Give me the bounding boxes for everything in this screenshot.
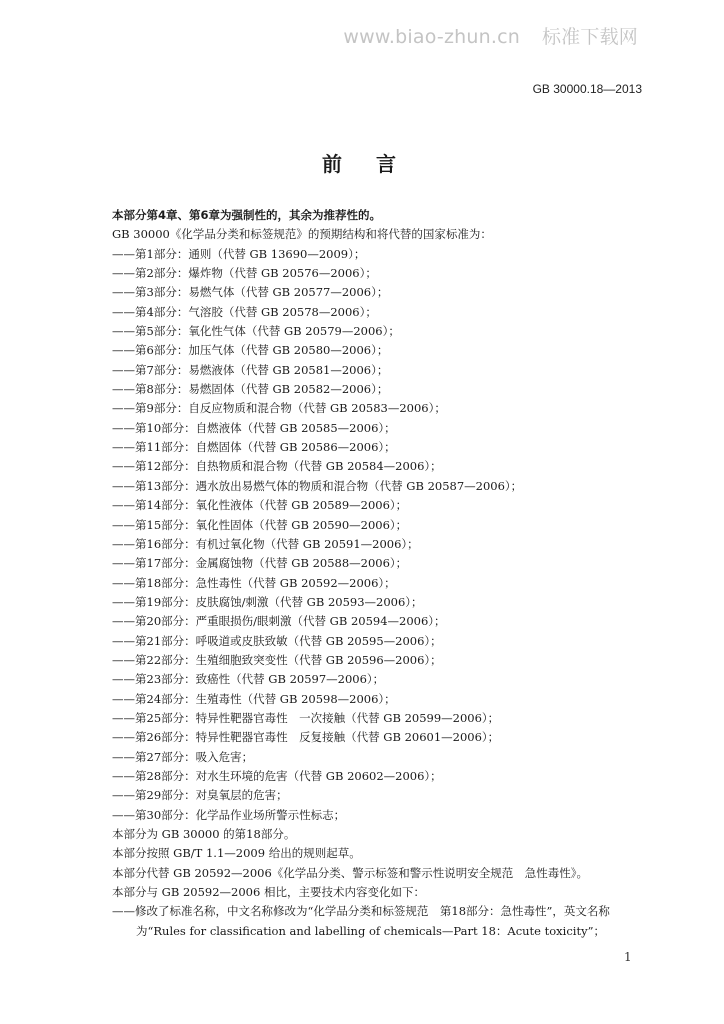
- part-item: ——第7部分：易燃液体（代替 GB 20581—2006）；: [112, 362, 389, 377]
- part-item: ——第24部分：生殖毒性（代替 GB 20598—2006）；: [112, 691, 396, 706]
- document-code: GB 30000.18—2013: [532, 82, 642, 96]
- part-item: ——第2部分：爆炸物（代替 GB 20576—2006）；: [112, 266, 377, 281]
- part-item: ——第28部分：对水生环境的危害（代替 GB 20602—2006）；: [112, 768, 442, 783]
- part-item: ——第9部分：自反应物质和混合物（代替 GB 20583—2006）；: [112, 401, 446, 416]
- mandatory-note: 本部分第4章、第6章为强制性的，其余为推荐性的。: [112, 208, 382, 222]
- parts-list: [112, 245, 652, 825]
- part-item: ——第17部分：金属腐蚀物（代替 GB 20588—2006）；: [112, 556, 408, 571]
- page-title: 前言: [322, 152, 430, 176]
- page-number: 1: [624, 950, 632, 964]
- part-item: ——第22部分：生殖细胞致突变性（代替 GB 20596—2006）；: [112, 652, 442, 667]
- change-item-continued: 为“Rules for classification and labelling of chemicals—Part 18：Acute toxicity”；: [136, 923, 605, 938]
- part-item: ——第19部分：皮肤腐蚀/刺激（代替 GB 20593—2006）；: [112, 594, 423, 609]
- watermark-label: 标准下载网: [541, 26, 638, 48]
- watermark: [343, 22, 638, 49]
- part-item: ——第13部分：遇水放出易燃气体的物质和混合物（代替 GB 20587—2006）；: [112, 478, 523, 493]
- part-item: ——第11部分：自燃固体（代替 GB 20586—2006）；: [112, 440, 396, 455]
- part-item: ——第26部分：特异性靶器官毒性 反复接触（代替 GB 20601—2006）；: [112, 730, 500, 745]
- part-item: ——第29部分：对臭氧层的危害；: [112, 788, 288, 803]
- part-item: ——第3部分：易燃气体（代替 GB 20577—2006）；: [112, 285, 389, 300]
- changes-intro: 本部分与 GB 20592—2006 相比，主要技术内容变化如下：: [112, 885, 425, 900]
- watermark-site: www.biao-zhun.cn: [343, 26, 520, 48]
- part-item: ——第15部分：氧化性固体（代替 GB 20590—2006）；: [112, 517, 408, 532]
- replacement-statement: 本部分代替 GB 20592—2006《化学品分类、警示标签和警示性说明安全规范 急性毒性》。: [112, 865, 589, 880]
- part-item: ——第20部分：严重眼损伤/眼刺激（代替 GB 20594—2006）；: [112, 614, 446, 629]
- scope-statement: 本部分为 GB 30000 的第18部分。: [112, 827, 296, 841]
- structure-note: GB 30000《化学品分类和标签规范》的预期结构和将代替的国家标准为：: [112, 227, 492, 242]
- part-item: ——第14部分：氧化性液体（代替 GB 20589—2006）；: [112, 498, 408, 513]
- part-item: ——第25部分：特异性靶器官毒性 一次接触（代替 GB 20599—2006）；: [112, 710, 500, 725]
- part-item: ——第30部分：化学品作业场所警示性标志；: [112, 807, 346, 822]
- part-item: ——第4部分：气溶胶（代替 GB 20578—2006）；: [112, 304, 377, 319]
- part-item: ——第27部分：吸入危害；: [112, 749, 254, 764]
- part-item: ——第16部分：有机过氧化物（代替 GB 20591—2006）；: [112, 536, 419, 551]
- part-item: ——第6部分：加压气体（代替 GB 20580—2006）；: [112, 343, 389, 358]
- foreword-body: [112, 206, 652, 941]
- part-item: ——第1部分：通则（代替 GB 13690—2009）；: [112, 246, 366, 261]
- drafting-rules: 本部分按照 GB/T 1.1—2009 给出的规则起草。: [112, 846, 361, 861]
- part-item: ——第21部分：呼吸道或皮肤致敏（代替 GB 20595—2006）；: [112, 633, 442, 648]
- part-item: ——第5部分：氧化性气体（代替 GB 20579—2006）；: [112, 324, 400, 339]
- part-item: ——第23部分：致癌性（代替 GB 20597—2006）；: [112, 672, 385, 687]
- part-item: ——第18部分：急性毒性（代替 GB 20592—2006）；: [112, 575, 396, 590]
- change-item: ——修改了标准名称，中文名称修改为“化学品分类和标签规范 第18部分：急性毒性”，英文名称: [112, 904, 610, 919]
- part-item: ——第12部分：自热物质和混合物（代替 GB 20584—2006）；: [112, 459, 442, 474]
- part-item: ——第10部分：自燃液体（代替 GB 20585—2006）；: [112, 420, 396, 435]
- part-item: ——第8部分：易燃固体（代替 GB 20582—2006）；: [112, 382, 389, 397]
